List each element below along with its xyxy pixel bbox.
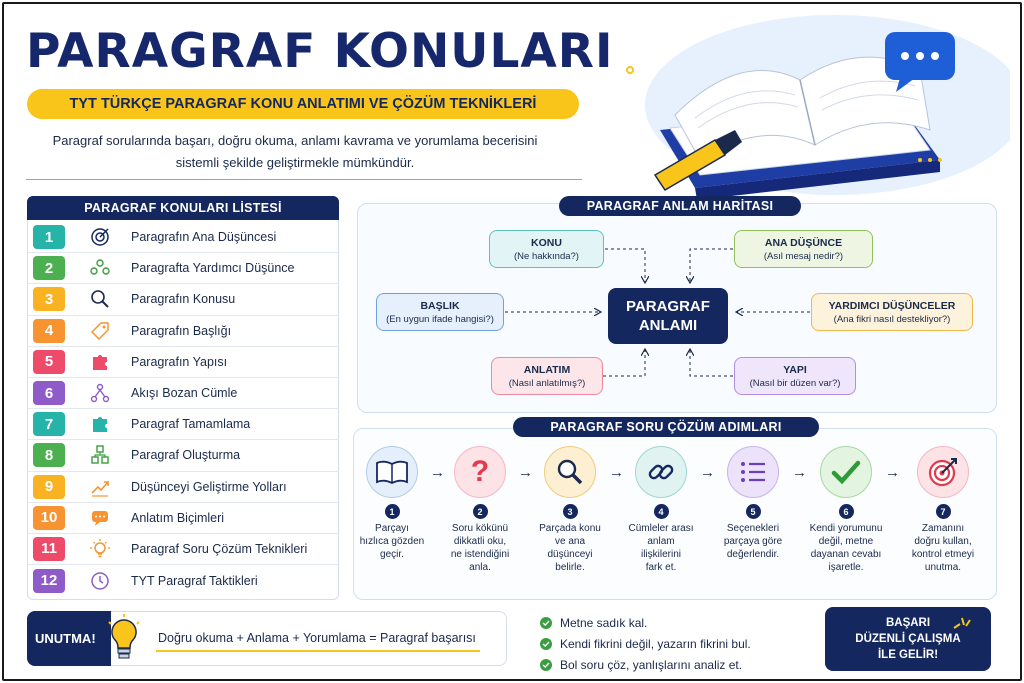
map-node-yapi	[734, 357, 856, 395]
step-4	[621, 446, 701, 574]
step-text: Soru kökünü dikkatli oku, ne istendiğini anla.	[450, 523, 510, 573]
step-5	[713, 446, 793, 561]
list-item	[27, 253, 339, 284]
step-text: Parçada konu ve ana düşünceyi belirle.	[539, 523, 601, 573]
magnifier-icon	[87, 287, 113, 311]
node-title: YARDIMCI DÜŞÜNCELER	[828, 299, 956, 312]
puzzle-icon	[87, 350, 113, 374]
step-number: 1	[385, 504, 400, 519]
item-label: Paragrafın Başlığı	[131, 323, 232, 338]
step-number: 4	[654, 504, 669, 519]
chat-icon	[87, 506, 113, 530]
tip-item: Bol soru çöz, yanlışlarını analiz et.	[540, 654, 751, 675]
map-node-konu	[489, 230, 604, 268]
item-label: Paragrafta Yardımcı Düşünce	[131, 261, 295, 276]
item-label: Düşünceyi Geliştirme Yolları	[131, 479, 287, 494]
bulb-icon	[87, 537, 113, 561]
blocks-icon	[87, 443, 113, 467]
puzzle-piece-icon	[87, 412, 113, 436]
list-item	[27, 222, 339, 253]
branch-icon	[87, 381, 113, 405]
node-title: YAPI	[783, 363, 807, 376]
map-node-anlatim	[491, 357, 603, 395]
step-number: 2	[473, 504, 488, 519]
arrow-right-icon: →	[609, 464, 624, 481]
step-number: 5	[746, 504, 761, 519]
node-sub: (Asıl mesaj nedir?)	[763, 250, 844, 262]
step-7	[903, 446, 983, 574]
formula-underline	[156, 650, 480, 652]
step-3	[530, 446, 610, 574]
meaning-map-title: PARAGRAF ANLAM HARİTASI	[559, 196, 801, 216]
node-title: ANA DÜŞÜNCE	[764, 236, 843, 249]
item-label: Paragrafın Konusu	[131, 292, 236, 307]
item-number: 11	[33, 537, 65, 561]
node-title: BAŞLIK	[420, 299, 460, 312]
header-divider	[26, 179, 582, 180]
item-label: Akışı Bozan Cümle	[131, 386, 238, 401]
check-circle-icon	[540, 659, 552, 671]
step-2	[440, 446, 520, 574]
list-item	[27, 316, 339, 347]
map-center-node	[608, 288, 728, 344]
center-line-2: ANLAMI	[638, 317, 698, 334]
item-number: 7	[33, 412, 65, 436]
item-label: TYT Paragraf Taktikleri	[131, 573, 258, 588]
list-item	[27, 409, 339, 440]
book-icon	[366, 446, 418, 498]
book-illustration	[600, 10, 1010, 200]
node-sub: (En uygun ifade hangisi?)	[386, 313, 494, 325]
check-icon	[820, 446, 872, 498]
tip-item: Kendi fikrini değil, yazarın fikrini bul.	[540, 633, 751, 654]
item-number: 12	[33, 569, 65, 593]
step-text: Parçayı hızlıca gözden geçir.	[359, 523, 425, 560]
topics-list-title: PARAGRAF KONULARI LİSTESİ	[27, 196, 339, 220]
reminder-label: UNUTMA!	[27, 611, 111, 666]
item-label: Anlatım Biçimleri	[131, 510, 225, 525]
item-label: Paragraf Oluşturma	[131, 448, 241, 463]
arrow-right-icon: →	[792, 464, 807, 481]
item-label: Paragraf Tamamlama	[131, 417, 251, 432]
check-circle-icon	[540, 638, 552, 650]
check-circle-icon	[540, 617, 552, 629]
intro-line-2: sistemli şekilde geliştirmekle mümkündür.	[175, 155, 415, 170]
lightbulb-icon	[104, 614, 144, 664]
list-item	[27, 534, 339, 565]
subtitle-banner: TYT TÜRKÇE PARAGRAF KONU ANLATIMI VE ÇÖZÜM TEKNİKLERİ	[27, 89, 579, 119]
link-icon	[635, 446, 687, 498]
topics-list	[27, 222, 339, 596]
step-number: 3	[563, 504, 578, 519]
item-number: 3	[33, 287, 65, 311]
success-line-3: İLE GELİR!	[877, 649, 939, 661]
item-number: 9	[33, 475, 65, 499]
arrow-right-icon: →	[700, 464, 715, 481]
list-item	[27, 565, 339, 596]
item-number: 10	[33, 506, 65, 530]
step-text: Seçenekleri parçaya göre değerlendir.	[723, 523, 783, 560]
arrow-right-icon: →	[518, 464, 533, 481]
map-node-yardimci	[811, 293, 973, 331]
tip-item: Metne sadık kal.	[540, 612, 751, 633]
step-1	[352, 446, 432, 561]
item-number: 6	[33, 381, 65, 405]
success-line-1: BAŞARI	[885, 617, 931, 629]
list-item	[27, 440, 339, 471]
list-item	[27, 503, 339, 534]
item-number: 5	[33, 350, 65, 374]
node-sub: (Nasıl anlatılmış?)	[508, 377, 586, 389]
target-icon	[917, 446, 969, 498]
map-node-baslik	[376, 293, 504, 331]
sparkle-icon	[950, 614, 980, 638]
item-number: 8	[33, 443, 65, 467]
node-title: ANLATIM	[523, 363, 571, 376]
node-title: KONU	[531, 236, 562, 249]
growth-icon	[87, 475, 113, 499]
target-icon	[87, 225, 113, 249]
list-item	[27, 347, 339, 378]
step-text: Kendi yorumunu değil, metne dayanan cevabı işaretle.	[809, 523, 883, 573]
item-label: Paragraf Soru Çözüm Teknikleri	[131, 541, 308, 556]
node-sub: (Nasıl bir düzen var?)	[749, 377, 841, 389]
people-icon	[87, 256, 113, 280]
item-label: Paragrafın Yapısı	[131, 354, 228, 369]
step-text: Cümleler arası anlam ilişkilerini fark et.	[628, 523, 694, 573]
node-sub: (Ne hakkında?)	[514, 250, 579, 262]
magnifier-icon	[544, 446, 596, 498]
item-number: 4	[33, 319, 65, 343]
center-line-1: PARAGRAF	[626, 298, 710, 315]
step-number: 7	[936, 504, 951, 519]
item-number: 2	[33, 256, 65, 280]
success-line-2: DÜZENLİ ÇALIŞMA	[855, 633, 961, 645]
arrow-right-icon: →	[430, 464, 445, 481]
intro-line-1: Paragraf sorularında başarı, doğru okuma, anlamı kavrama ve yorumlama becerisini	[52, 133, 538, 148]
intro-text	[30, 130, 560, 174]
list-icon	[727, 446, 779, 498]
step-6	[806, 446, 886, 574]
item-number: 1	[33, 225, 65, 249]
tips-list	[540, 612, 751, 675]
arrow-right-icon: →	[885, 464, 900, 481]
node-sub: (Ana fikri nasıl destekliyor?)	[833, 313, 951, 325]
question-icon: ?	[454, 446, 506, 498]
clock-icon	[87, 569, 113, 593]
step-text: Zamanını doğru kullan, kontrol etmeyi unutma.	[911, 523, 975, 573]
solution-steps-title: PARAGRAF SORU ÇÖZÜM ADIMLARI	[513, 417, 819, 437]
list-item	[27, 378, 339, 409]
map-node-ana-dusunce	[734, 230, 873, 268]
item-label: Paragrafın Ana Düşüncesi	[131, 230, 277, 245]
step-number: 6	[839, 504, 854, 519]
page-title: PARAGRAF KONULARI	[26, 24, 614, 79]
formula-text: Doğru okuma + Anlama + Yorumlama = Paragraf başarısı	[158, 631, 476, 645]
list-item	[27, 472, 339, 503]
tag-icon	[87, 319, 113, 343]
list-item	[27, 284, 339, 315]
